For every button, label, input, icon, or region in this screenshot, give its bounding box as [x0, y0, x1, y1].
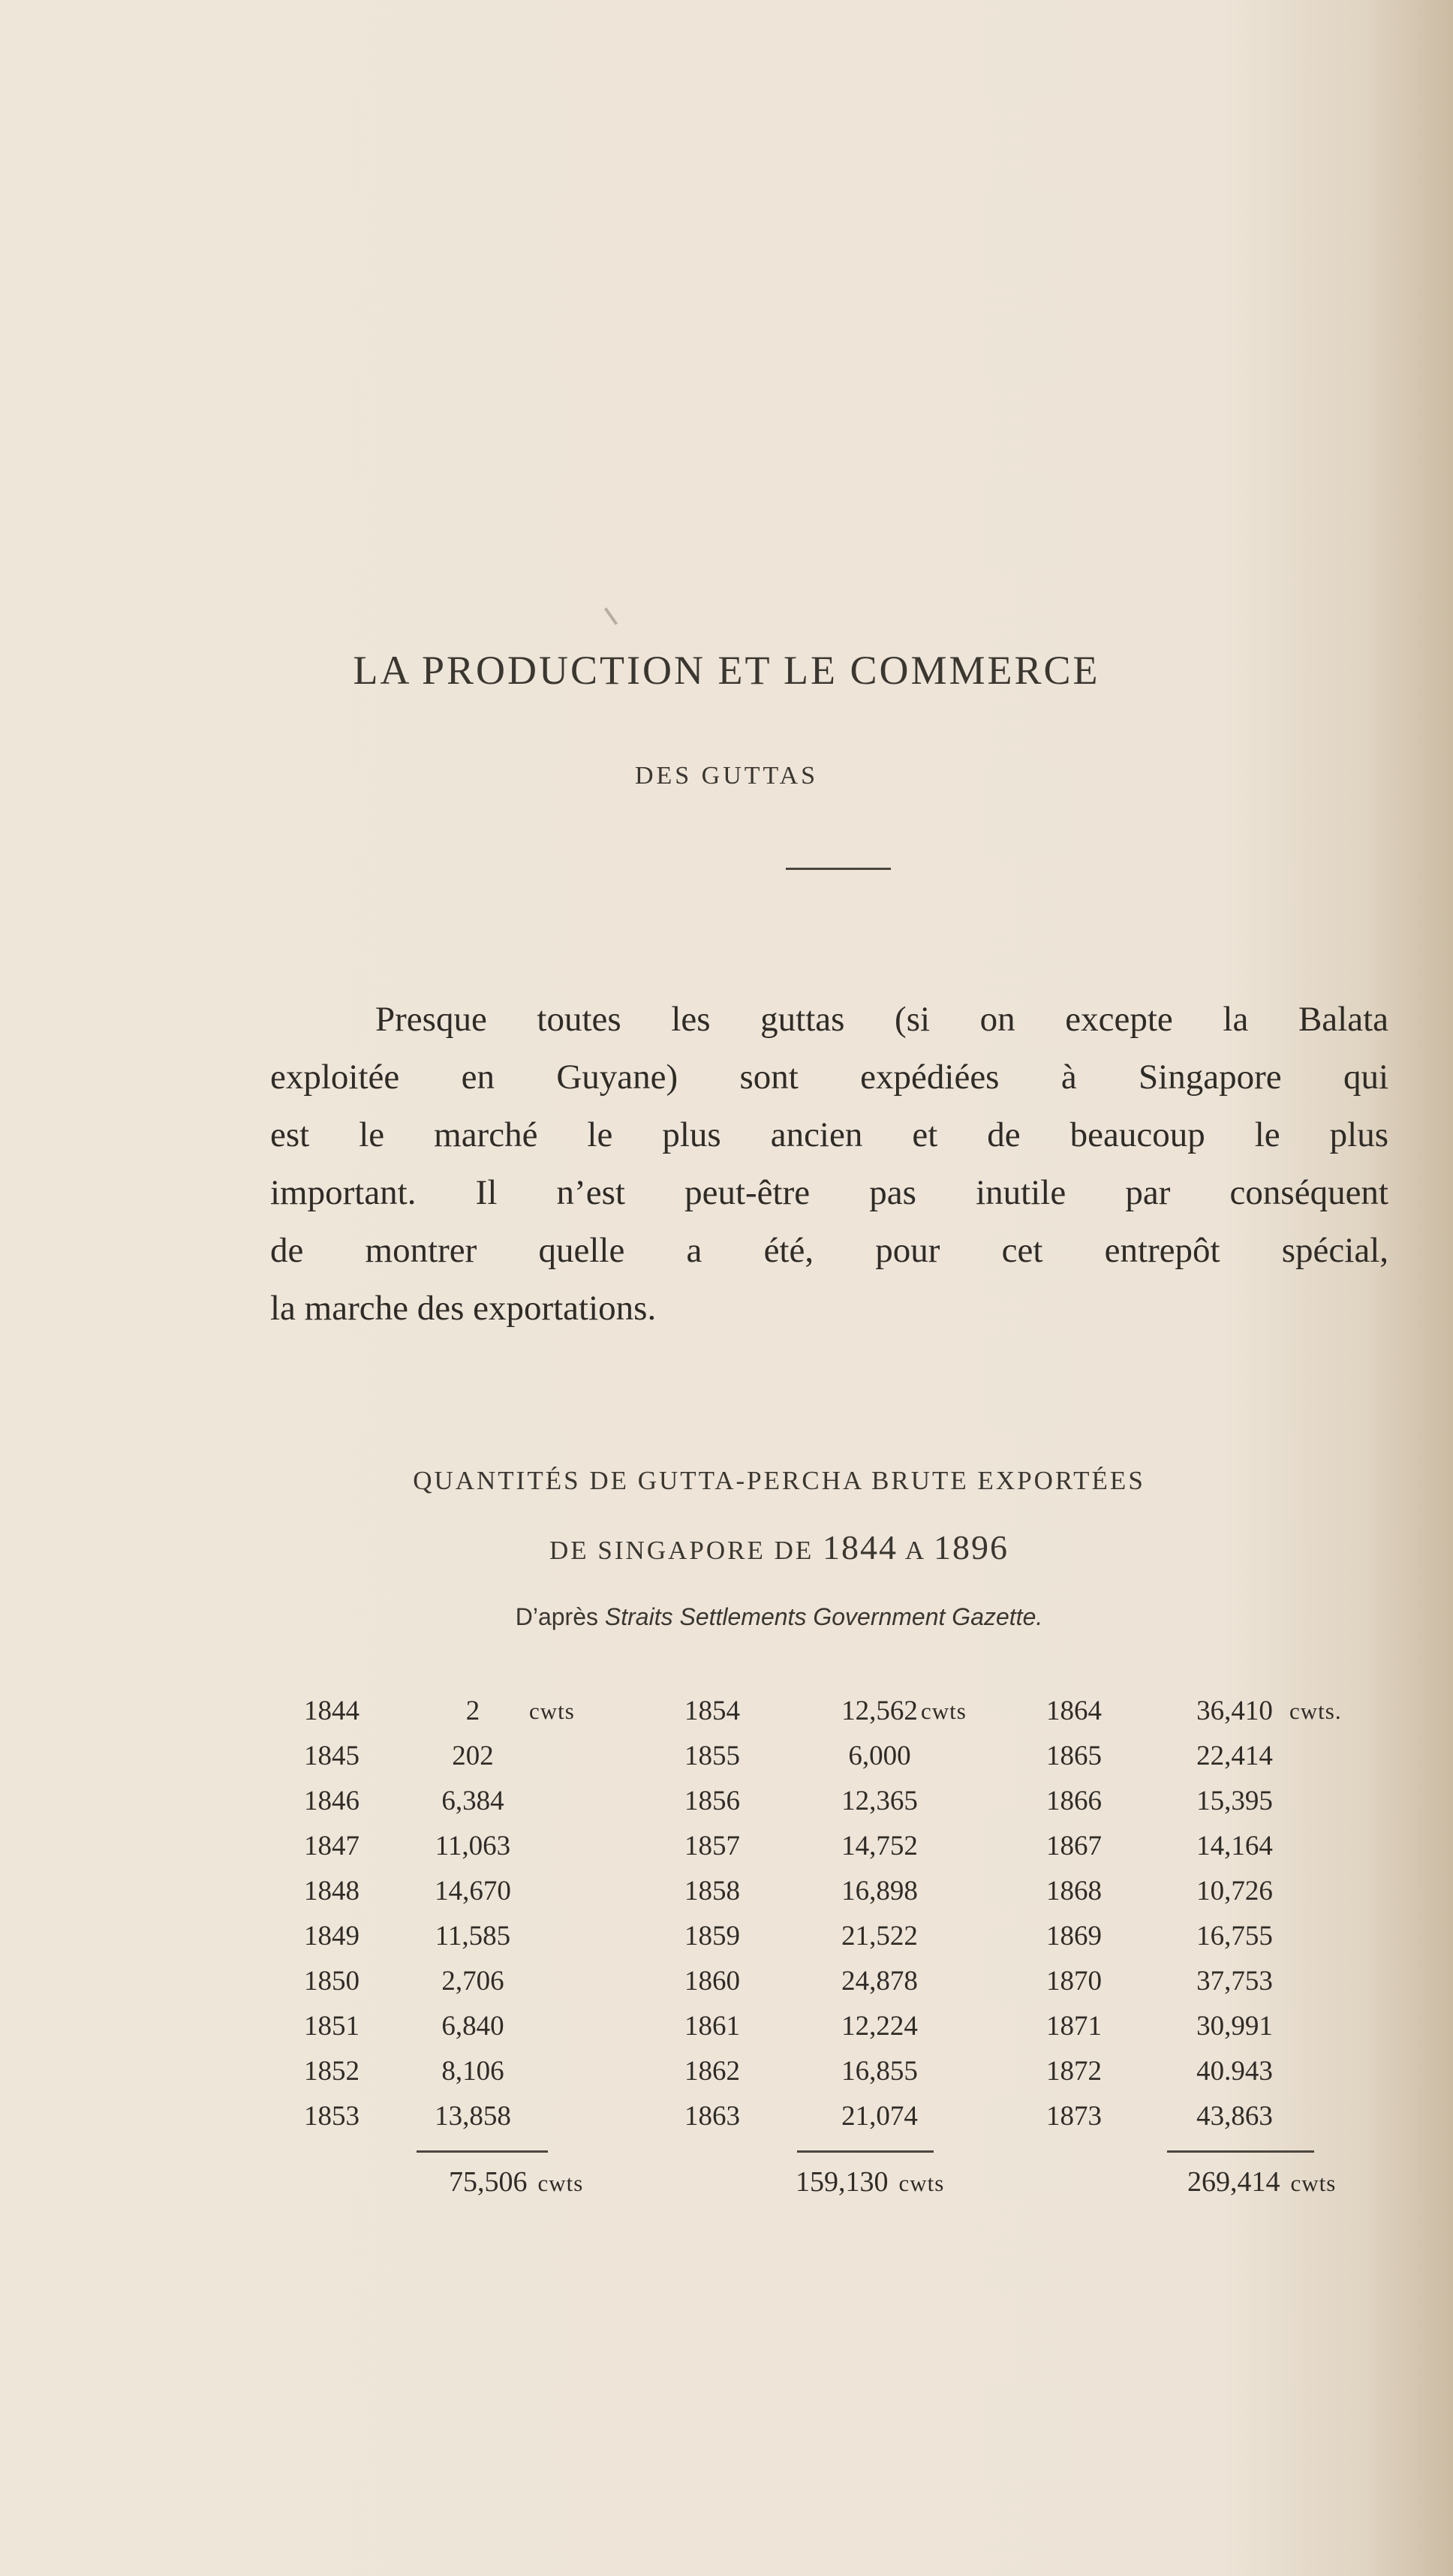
year-cell: 1868	[1046, 1876, 1102, 1906]
year-cell: 1861	[684, 2011, 740, 2042]
year-cell: 1862	[684, 2056, 740, 2087]
paragraph-line: exploitée en Guyane) sont expédiées à Singapore qui	[270, 1058, 1388, 1097]
table-row	[1046, 1734, 1453, 1779]
table-row	[1046, 1689, 1453, 1734]
table-row	[304, 1734, 724, 1779]
table-title: QUANTITÉS DE GUTTA-PERCHA BRUTE EXPORTÉES	[413, 1466, 1145, 1495]
total-unit: cwts	[537, 2170, 584, 2196]
quantity-cell: 6,840	[441, 2011, 504, 2042]
year-cell: 1849	[304, 1921, 359, 1952]
quantity-cell: 14,164	[1196, 1831, 1273, 1861]
intro-paragraph	[270, 991, 1388, 1338]
year-cell: 1858	[684, 1876, 740, 1906]
quantity-cell: 37,753	[1196, 1966, 1273, 1997]
table-row	[1046, 1779, 1453, 1824]
total-rule	[797, 2150, 934, 2153]
source-publication: Straits Settlements Government Gazette.	[604, 1603, 1043, 1630]
table-row	[304, 1959, 724, 2004]
total-value: 269,414	[1187, 2166, 1280, 2198]
table-title-mid: A	[904, 1536, 925, 1565]
table-row	[684, 2094, 1105, 2139]
quantity-cell: 40.943	[1196, 2056, 1273, 2087]
quantity-cell: 10,726	[1196, 1876, 1273, 1906]
paragraph-line: important. Il n’est peut-être pas inutile par conséquent	[270, 1173, 1388, 1212]
title-divider	[786, 868, 891, 870]
table-row	[684, 1869, 1105, 1914]
quantity-cell: 202	[452, 1741, 494, 1771]
year-cell: 1846	[304, 1786, 359, 1816]
table-row	[1046, 1824, 1453, 1869]
year-cell: 1856	[684, 1786, 740, 1816]
year-cell: 1853	[304, 2101, 359, 2132]
paper-blemish	[604, 607, 618, 625]
quantity-cell: 16,898	[841, 1876, 918, 1906]
table-title-range	[0, 1527, 1453, 1567]
table-row	[1046, 1869, 1453, 1914]
year-cell: 1859	[684, 1921, 740, 1952]
table-row	[304, 1779, 724, 1824]
quantity-cell: 43,863	[1196, 2101, 1273, 2132]
quantity-cell: 22,414	[1196, 1741, 1273, 1771]
quantity-cell: 6,384	[441, 1786, 504, 1816]
quantity-cell: 11,063	[435, 1831, 511, 1861]
quantity-cell: 15,395	[1196, 1786, 1273, 1816]
quantity-cell: 12,562	[841, 1696, 918, 1726]
table-row	[1046, 2004, 1453, 2049]
total-unit: cwts	[898, 2170, 945, 2196]
table-row	[304, 2049, 724, 2094]
table-row	[684, 1959, 1105, 2004]
table-row	[1046, 1914, 1453, 1959]
total-value: 159,130	[796, 2166, 889, 2198]
quantity-cell: 14,670	[435, 1876, 511, 1906]
table-row	[1046, 2049, 1453, 2094]
table-row	[684, 2049, 1105, 2094]
table-row	[1046, 1959, 1453, 2004]
table-row	[304, 1824, 724, 1869]
quantity-cell: 21,074	[841, 2101, 918, 2132]
quantity-cell: 2,706	[441, 1966, 504, 1997]
unit-label: cwts	[921, 1698, 967, 1724]
table-row	[684, 1689, 1105, 1734]
year-cell: 1850	[304, 1966, 359, 1997]
year-cell: 1852	[304, 2056, 359, 2087]
source-prefix: D’après	[515, 1603, 598, 1630]
table-row	[304, 1869, 724, 1914]
year-cell: 1848	[304, 1876, 359, 1906]
quantity-cell: 12,365	[841, 1786, 918, 1816]
quantity-cell: 16,755	[1196, 1921, 1273, 1952]
quantity-cell: 6,000	[848, 1741, 911, 1771]
year-cell: 1869	[1046, 1921, 1102, 1952]
paragraph-line: Presque toutes les guttas (si on excepte la Balata	[375, 1000, 1388, 1039]
year-cell: 1872	[1046, 2056, 1102, 2087]
table-row	[304, 1914, 724, 1959]
page-subtitle: DES GUTTAS	[634, 762, 819, 790]
quantity-cell: 30,991	[1196, 2011, 1273, 2042]
column-total	[796, 2165, 944, 2198]
year-cell: 1863	[684, 2101, 740, 2132]
quantity-cell: 12,224	[841, 2011, 918, 2042]
table-row	[684, 2004, 1105, 2049]
year-cell: 1866	[1046, 1786, 1102, 1816]
unit-label: cwts.	[1289, 1698, 1342, 1724]
table-source	[0, 1603, 1453, 1631]
year-cell: 1867	[1046, 1831, 1102, 1861]
table-row	[304, 2004, 724, 2049]
table-row	[684, 1734, 1105, 1779]
table-column	[684, 1689, 1105, 2139]
table-title-prefix: DE SINGAPORE DE	[549, 1536, 814, 1565]
table-column	[1046, 1689, 1453, 2139]
table-row	[684, 1914, 1105, 1959]
column-total	[449, 2165, 583, 2198]
year-cell: 1873	[1046, 2101, 1102, 2132]
total-rule	[1167, 2150, 1314, 2153]
year-cell: 1871	[1046, 2011, 1102, 2042]
unit-label: cwts	[529, 1698, 575, 1724]
total-value: 75,506	[449, 2166, 528, 2198]
table-row	[1046, 2094, 1453, 2139]
quantity-cell: 13,858	[435, 2101, 511, 2132]
table-title-year-end: 1896	[933, 1528, 1009, 1566]
year-cell: 1857	[684, 1831, 740, 1861]
total-unit: cwts	[1290, 2170, 1337, 2196]
column-total	[1187, 2165, 1336, 2198]
total-rule	[417, 2150, 548, 2153]
table-title-year-start: 1844	[823, 1528, 898, 1566]
year-cell: 1855	[684, 1741, 740, 1771]
quantity-cell: 21,522	[841, 1921, 918, 1952]
quantity-cell: 8,106	[441, 2056, 504, 2087]
year-cell: 1851	[304, 2011, 359, 2042]
page-title: LA PRODUCTION ET LE COMMERCE	[353, 648, 1100, 693]
year-cell: 1870	[1046, 1966, 1102, 1997]
year-cell: 1854	[684, 1696, 740, 1726]
quantity-cell: 24,878	[841, 1966, 918, 1997]
paragraph-line: est le marché le plus ancien et de beaucoup le plus	[270, 1115, 1388, 1154]
quantity-cell: 36,410	[1196, 1696, 1273, 1726]
quantity-cell: 16,855	[841, 2056, 918, 2087]
paragraph-line: la marche des exportations.	[270, 1289, 657, 1328]
year-cell: 1864	[1046, 1696, 1102, 1726]
year-cell: 1847	[304, 1831, 359, 1861]
paragraph-line: de montrer quelle a été, pour cet entrepôt spécial,	[270, 1231, 1388, 1270]
year-cell: 1860	[684, 1966, 740, 1997]
table-row	[684, 1779, 1105, 1824]
table-row	[684, 1824, 1105, 1869]
table-row	[304, 1689, 724, 1734]
table-row	[304, 2094, 724, 2139]
year-cell: 1844	[304, 1696, 359, 1726]
quantity-cell: 14,752	[841, 1831, 918, 1861]
quantity-cell: 2	[465, 1696, 480, 1726]
quantity-cell: 11,585	[435, 1921, 511, 1952]
year-cell: 1865	[1046, 1741, 1102, 1771]
year-cell: 1845	[304, 1741, 359, 1771]
table-column	[304, 1689, 724, 2139]
